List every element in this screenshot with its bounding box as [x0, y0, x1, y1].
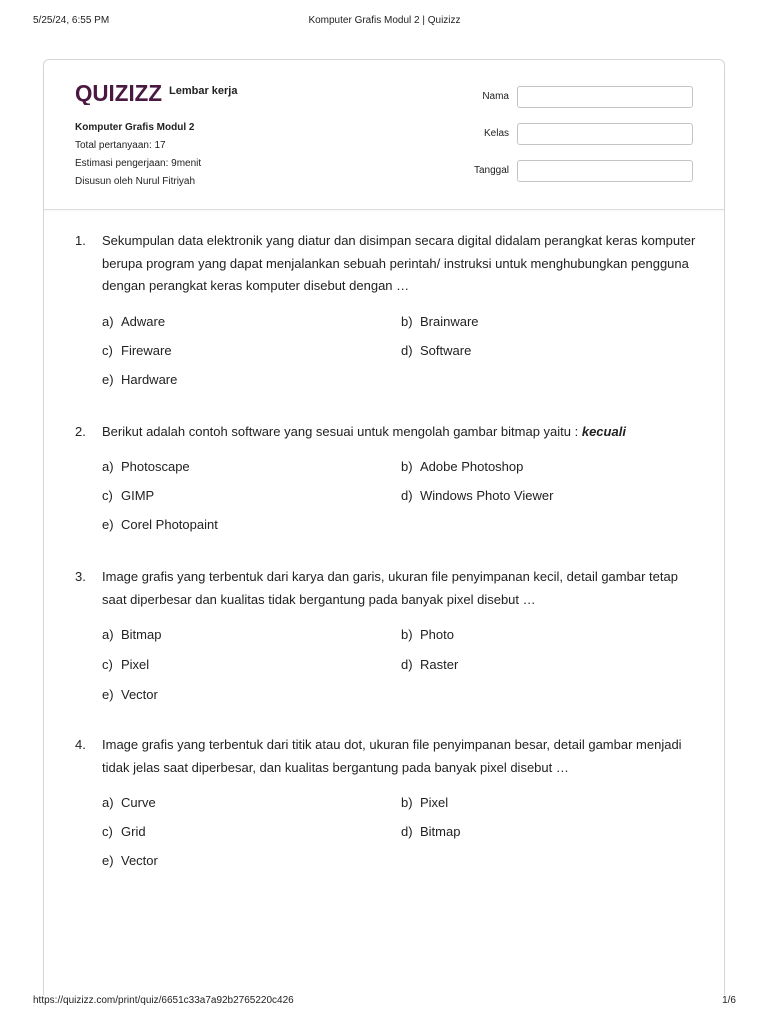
quiz-total-questions: Total pertanyaan: 17 — [75, 140, 166, 151]
option-a[interactable]: a) Bitmap — [102, 627, 162, 642]
date-label: Tanggal — [473, 165, 509, 176]
quiz-info — [75, 119, 201, 191]
name-field[interactable] — [517, 86, 693, 108]
option-c[interactable]: c) Pixel — [102, 657, 150, 672]
name-field-row — [433, 86, 693, 108]
date-field-row — [433, 160, 693, 182]
question-text: Berikut adalah contoh software yang sesuai untuk mengolah gambar bitmap yaitu : kecuali — [102, 424, 626, 439]
name-label: Nama — [482, 91, 509, 102]
question-text: Sekumpulan data elektronik yang diatur dan disimpan secara digital didalam perangkat keras komputer berupa program yang dapat menjalankan sebuah perintah/ instruksi untuk menghubungkan pengguna dengan perangkat keras komputer disebut dengan … — [102, 233, 696, 293]
quiz-estimate: Estimasi pengerjaan: 9menit — [75, 158, 202, 169]
option-c[interactable]: c) Fireware — [102, 343, 172, 358]
print-footer — [33, 995, 736, 1009]
option-d[interactable]: d) Raster — [401, 657, 459, 672]
option-e[interactable]: e) Corel Photopaint — [102, 517, 218, 532]
option-e[interactable]: e) Hardware — [102, 372, 178, 387]
class-field-row — [433, 123, 693, 145]
option-a[interactable]: a) Adware — [102, 314, 166, 329]
option-b[interactable]: b) Brainware — [401, 314, 479, 329]
option-c[interactable]: c) GIMP — [102, 488, 155, 503]
question-text: Image grafis yang terbentuk dari karya dan garis, ukuran file penyimpanan kecil, detail gambar tetap saat diperbesar dan kualitas tidak bergantung pada banyak pixel disebut … — [102, 569, 678, 607]
svg-text:QUIZIZZ: QUIZIZZ — [75, 81, 162, 105]
class-label: Kelas — [483, 128, 509, 139]
option-a[interactable]: a) Photoscape — [102, 459, 190, 474]
page-number: 1/6 — [722, 995, 736, 1006]
question-number: 1. — [75, 233, 86, 248]
question-number: 4. — [75, 737, 86, 752]
option-e[interactable]: e) Vector — [102, 853, 158, 868]
worksheet-header — [44, 60, 724, 210]
student-form — [433, 86, 693, 197]
quiz-title: Komputer Grafis Modul 2 — [75, 122, 195, 133]
option-b[interactable]: b) Pixel — [401, 795, 449, 810]
option-d[interactable]: d) Bitmap — [401, 824, 461, 839]
option-b[interactable]: b) Adobe Photoshop — [401, 459, 524, 474]
brand-row — [75, 80, 237, 106]
question-number: 2. — [75, 424, 86, 439]
question-text: Image grafis yang terbentuk dari titik atau dot, ukuran file penyimpanan besar, detail gambar menjadi tidak jelas saat diperbesar, dan kualitas bergantung pada banyak pixel disebut … — [102, 737, 682, 775]
print-doc-title: Komputer Grafis Modul 2 | Quizizz — [308, 15, 461, 26]
worksheet-label: Lembar kerja — [169, 85, 238, 97]
print-url: https://quizizz.com/print/quiz/6651c33a7a92b2765220c426 — [33, 995, 294, 1006]
option-d[interactable]: d) Software — [401, 343, 472, 358]
option-d[interactable]: d) Windows Photo Viewer — [401, 488, 554, 503]
class-field[interactable] — [517, 123, 693, 145]
option-e[interactable]: e) Vector — [102, 687, 158, 702]
option-c[interactable]: c) Grid — [102, 824, 146, 839]
question-number: 3. — [75, 569, 86, 584]
worksheet — [43, 59, 725, 995]
print-header — [33, 15, 736, 29]
date-field[interactable] — [517, 160, 693, 182]
question-emphasis: kecuali — [581, 424, 626, 439]
quiz-author: Disusun oleh Nurul Fitriyah — [75, 176, 196, 187]
option-a[interactable]: a) Curve — [102, 795, 156, 810]
quizizz-logo — [75, 81, 162, 105]
option-b[interactable]: b) Photo — [401, 627, 454, 642]
print-datetime: 5/25/24, 6:55 PM — [33, 15, 110, 26]
